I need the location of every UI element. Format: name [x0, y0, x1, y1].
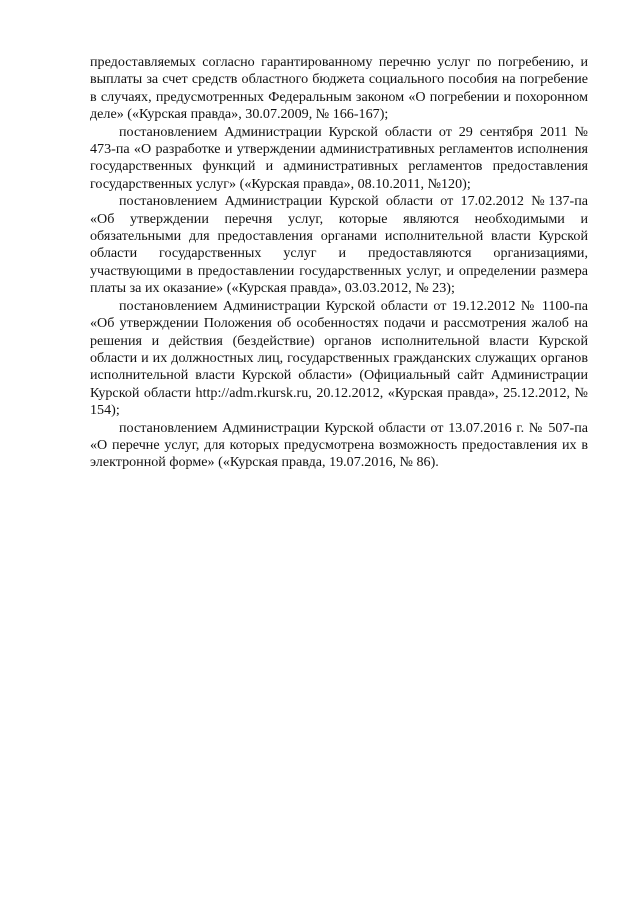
document-body	[90, 54, 588, 472]
paragraph-resolution-137: постановлением Администрации Курской области от 17.02.2012 №137-па «Об утверждении перечня услуг, которые являются необходимыми и обязательными для предоставления органами исполнительной власти Курской области государственных услуг и предоставляются организациями, участвующими в предоставлении государственных услуг, и определении размера платы за их оказание» («Курская правда», 03.03.2012, № 23);	[90, 193, 588, 297]
paragraph-resolution-507: постановлением Администрации Курской области от 13.07.2016 г. № 507-па «О перечне услуг, для которых предусмотрена возможность предоставления их в электронной форме» («Курская правда, 19.07.2016, № 86).	[90, 419, 588, 471]
paragraph-resolution-1100: постановлением Администрации Курской области от 19.12.2012 № 1100-па «Об утверждении Положения об особенностях подачи и рассмотрения жалоб на решения и действия (бездействие) органов исполнительной власти Курской области и их должностных лиц, государственных гражданских служащих органов исполнительной власти Курской области» (Официальный сайт Администрации Курской области http://adm.rkursk.ru, 20.12.2012, «Курская правда», 25.12.2012, № 154);	[90, 297, 588, 419]
paragraph-burial-benefits-continuation: предоставляемых согласно гарантированному перечню услуг по погребению, и выплаты за счет средств областного бюджета социального пособия на погребение в случаях, предусмотренных Федеральным законом «О погребении и похоронном деле» («Курская правда», 30.07.2009, № 166-167);	[90, 54, 588, 123]
paragraph-resolution-473: постановлением Администрации Курской области от 29 сентября 2011 № 473-па «О разработке и утверждении административных регламентов исполнения государственных функций и административных регламентов предоставления государственных услуг» («Курская правда», 08.10.2011, №120);	[90, 123, 588, 192]
